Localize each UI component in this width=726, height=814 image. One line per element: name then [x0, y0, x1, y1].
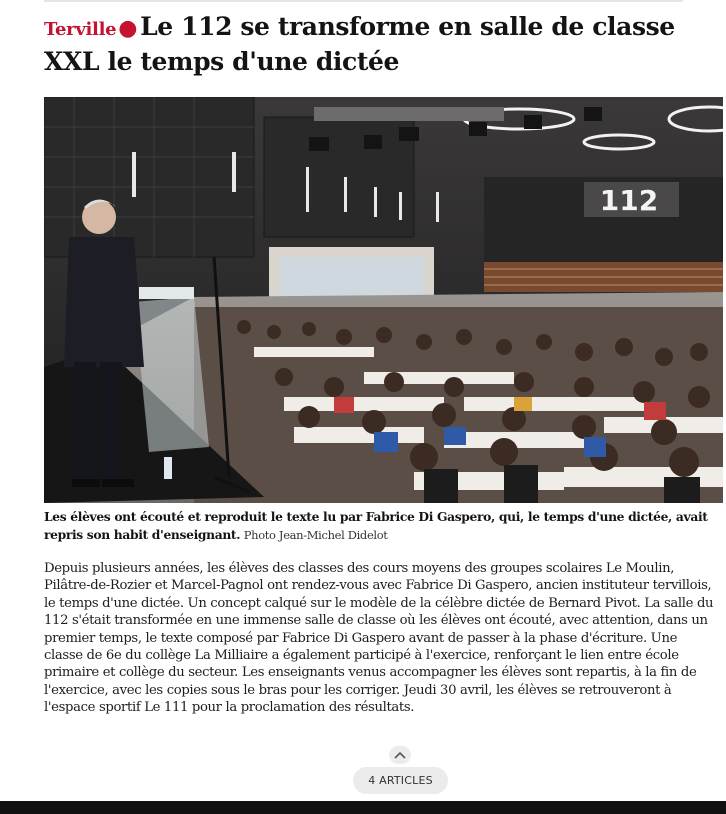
articles-count-button[interactable]: 4 ARTICLES [353, 767, 448, 794]
wall-sign-112: 112 [599, 184, 659, 217]
photo-caption-text: Les élèves ont écouté et reproduit le texte lu par Fabrice Di Gaspero, qui, le temps d'une dictée, avait repris son habit d'enseignant. [44, 509, 708, 542]
article-headline [44, 11, 694, 78]
top-divider [44, 0, 683, 2]
photo-credit: Photo Jean-Michel Didelot [243, 528, 388, 542]
chevron-up-icon [394, 751, 406, 759]
kicker-separator-dot: ● [118, 15, 138, 41]
article-photo[interactable] [44, 97, 723, 503]
photo-caption [44, 508, 724, 544]
article-title: Le 112 se transforme en salle de classe XXL le temps d'une dictée [44, 12, 675, 76]
classroom-photo-illustration [44, 97, 723, 503]
article-body: Depuis plusieurs années, les élèves des classes des cours moyens des groupes scolaires Le Moulin, Pilâtre-de-Rozier et Marcel-Pagnol ont rendez-vous avec Fabrice Di Gaspero, ancien instituteur tervillois, le temps d'une dictée. Un concept calqué sur le modèle de la célèbre dictée de Bernard Pivot. La salle du 112 s'était transformée en une immense salle de classe où les élèves ont écouté, avec attention, dans un premier temps, le texte composé par Fabrice Di Gaspero avant de passer à la phase d'écriture. Une classe de 6e du collège La Milliaire a également participé à l'exercice, renforçant le lien entre école primaire et collège du secteur. Les enseignants venus accompagner les élèves sont repartis, à la fin de l'exercice, avec les copies sous le bras pour les corriger. Jeudi 30 avril, les élèves se retrouveront à l'espace sportif Le 111 pour la proclamation des résultats. [44, 561, 714, 716]
scroll-up-button[interactable] [389, 746, 411, 764]
bottom-bar [0, 801, 726, 814]
article-kicker[interactable]: Terville [44, 19, 117, 40]
